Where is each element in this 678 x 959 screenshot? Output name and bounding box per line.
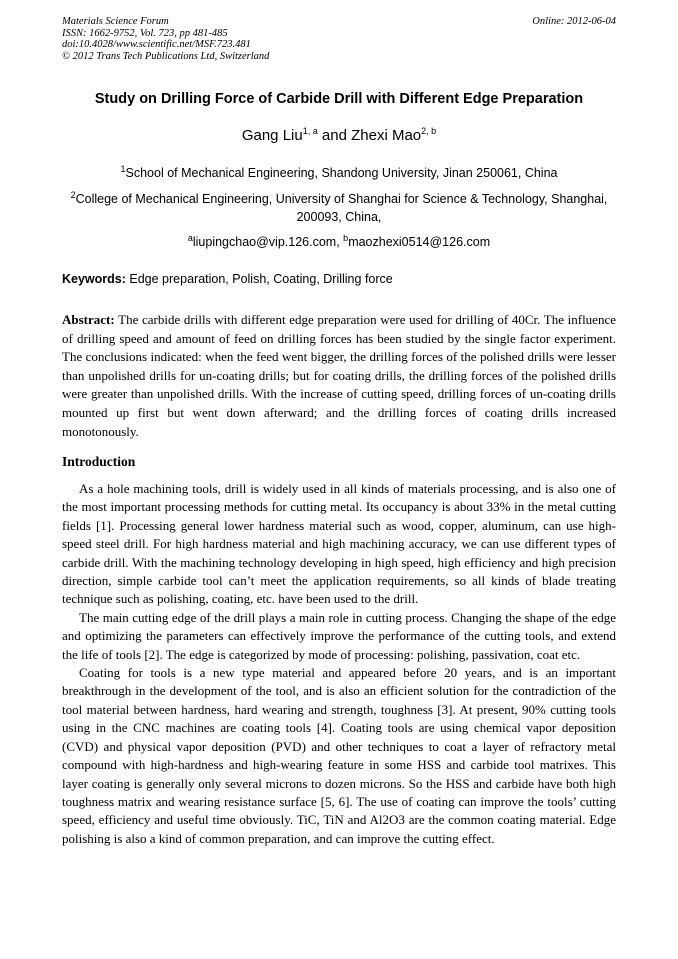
body-paragraph: The main cutting edge of the drill plays a main role in cutting process. Changing the shape of the edge and optimizing the parameters can effectively improve the performance of the cutting tools, and extend the life of tools [2]. The edge is categorized by mode of processing: polishing, passivation, coat etc. [62,609,616,662]
abstract-text: The carbide drills with different edge preparation were used for drilling of 40Cr. The influence of drilling speed and amount of feed on drilling forces has been studied by the single factor experiment. The conclusions indicated: when the feed went bigger, the drilling forces of the polished drills were lesser than unpolished drills for un-coating drills; but for coating drills, the drilling forces of the polished drills were greater than unpolished drills. With the increase of cutting speed, drilling forces of un-coating drills mounted up first but went down afterward; and the drilling forces of coating drills increased monotonously. [62,312,616,439]
keywords-label: Keywords: [62,272,126,286]
author-affiliation-mark: 2, b [421,126,437,136]
abstract [62,311,616,441]
journal-name: Materials Science Forum [62,16,169,27]
keywords-line [62,272,616,286]
author-name: Zhexi Mao [351,127,422,144]
affiliation-1 [62,164,616,182]
affiliation-text: College of Mechanical Engineering, University of Shanghai for Science & Technology, Shanghai, 200093, China, [75,192,608,224]
email-mark: b [343,232,349,243]
affiliation-2 [62,190,616,226]
author-affiliation-mark: 1, a [302,126,318,136]
body-paragraph: Coating for tools is a new type material and appeared before 20 years, and is an important breakthrough in the development of the tool, and is also an efficient solution for the contradiction of the tool material between hardness, hard wearing and strength, toughness [3]. At present, 90% cutting tools using in the CNC machines are coating tools [4]. Coating tools are using chemical vapor deposition (CVD) and physical vapor deposition (PVD) and other techniques to coat a layer of refractory metal compound with high-hardness and high-wearing feature in some HSS and carbide tool matrixes. This layer coating is generally only several microns to dozen microns. So the HSS and carbide have both high toughness matrix and wearing resistance surface [5, 6]. The use of coating can improve the tools’ cutting speed, efficiency and useful time obviously. TiC, TiN and Al2O3 are the common coating material. Edge polishing is also a kind of common preparation, and can improve the cutting effect. [62,665,616,846]
affiliation-text: School of Mechanical Engineering, Shandong University, Jinan 250061, China [125,166,558,180]
email-address: maozhexi0514@126.com [348,235,491,249]
email-address: liupingchao@vip.126.com, [192,235,340,249]
email-line [62,233,616,251]
abstract-label: Abstract: [62,312,115,327]
affiliation-mark: 1 [120,163,126,174]
introduction-body [62,480,616,848]
online-date: Online: 2012-06-04 [532,16,616,27]
body-paragraph: As a hole machining tools, drill is widely used in all kinds of materials processing, and is also one of the most important processing methods for cutting metal. Its occupancy is about 33% in the metal cutting fields [1]. Processing general lower hardness material such as wood, copper, aluminum, can use high-speed steel drill. For high hardness material and high machining accuracy, we can use different types of carbide drill. With the machining technology developing in high speed, high efficiency and high precision direction, simple carbide tool can’t meet the application requirements, so all kinds of blade treating technique such as polishing, coating, etc. have been used to the drill. [62,481,616,607]
paper-title: Study on Drilling Force of Carbide Drill with Different Edge Preparation [94,91,584,107]
doi-line: doi:10.4028/www.scientific.net/MSF.723.481 [62,39,251,50]
issn-line: ISSN: 1662-9752, Vol. 723, pp 481-485 [62,27,228,39]
keywords-text: Edge preparation, Polish, Coating, Drilling force [129,272,393,286]
section-heading: Introduction [62,454,136,469]
affiliation-mark: 2 [70,189,76,200]
author-name: Gang Liu [241,127,303,144]
journal-header [62,16,616,62]
email-mark: a [187,232,193,243]
copyright-line: © 2012 Trans Tech Publications Ltd, Switzerland [62,50,270,62]
author-conjunction: and [321,127,347,144]
author-line [40,127,638,144]
